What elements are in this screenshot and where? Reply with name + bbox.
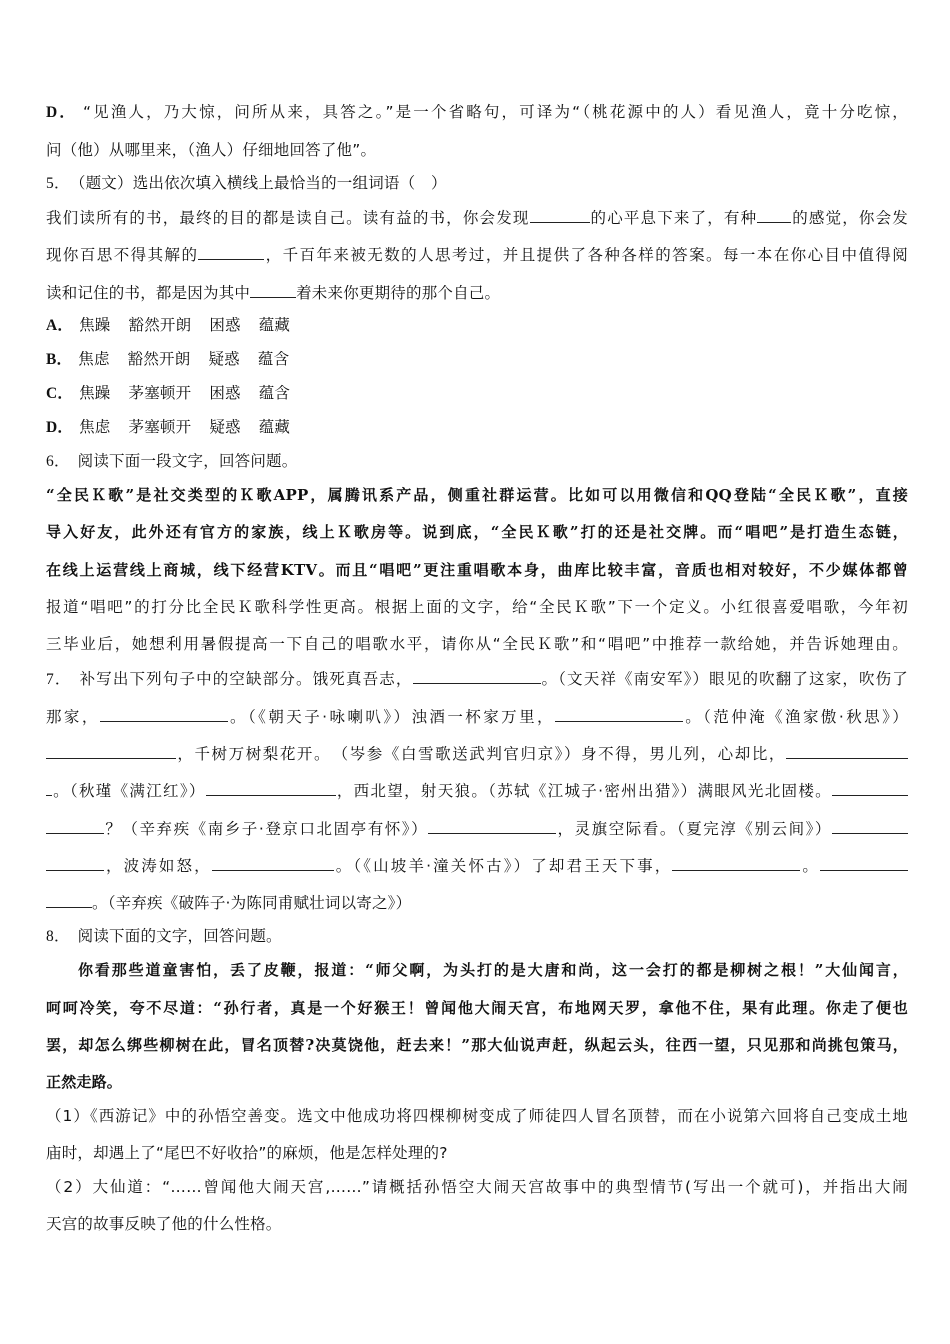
q6-stem bbox=[46, 451, 297, 472]
option-word: 豁然开朗 bbox=[127, 350, 191, 368]
question-number: 5． bbox=[46, 175, 70, 192]
passage-text: 着未来你更期待的那个自己。 bbox=[296, 284, 501, 302]
question-stem: 阅读下面一段文字，回答问题。 bbox=[77, 452, 298, 470]
question-text: 。（秋瑾《满江红》） bbox=[52, 782, 206, 800]
q6-passage-line5: 三毕业后，她想利用暑假提高一下自己的唱歌水平，请你从“全民Ｋ歌”和“唱吧”中推荐一款给她，并告诉她理由。 bbox=[46, 635, 908, 653]
option-word: 焦虑 bbox=[79, 418, 111, 436]
option-word: 蕴含 bbox=[257, 350, 290, 368]
passage-text: 现你百思不得其解的 bbox=[46, 246, 199, 264]
passage-text: ，千百年来被无数的人思考过，并且提供了各种各样的答案。每一本在你心目中值得阅 bbox=[264, 246, 908, 264]
fill-blank[interactable] bbox=[46, 892, 92, 908]
fill-blank[interactable] bbox=[786, 743, 908, 759]
question-text: ？（辛弃疾《南乡子·登京口北固亭有怀》） bbox=[104, 820, 429, 838]
fill-blank[interactable] bbox=[555, 706, 683, 722]
fill-blank[interactable] bbox=[206, 780, 336, 796]
fill-blank[interactable] bbox=[820, 855, 908, 871]
q8-subquestion-1-line2: 庙时，却遇上了“尾巴不好收拾”的麻烦，他是怎样处理的? bbox=[46, 1144, 448, 1162]
option-label: C． bbox=[46, 385, 74, 402]
q8-subquestion-1-line1 bbox=[46, 1106, 908, 1126]
question-text: ，灵旗空际看。（夏完淳《别云间》） bbox=[556, 820, 832, 838]
fill-blank-3[interactable] bbox=[198, 244, 264, 260]
fill-blank-1[interactable] bbox=[530, 207, 590, 223]
question-text: 。（范仲淹《渔家傲·秋思》） bbox=[682, 708, 908, 726]
option-word: 困惑 bbox=[209, 316, 241, 334]
option-word: 困惑 bbox=[209, 384, 241, 402]
fill-blank-2[interactable] bbox=[757, 207, 791, 223]
question-text: 。 bbox=[800, 857, 820, 875]
fill-blank[interactable] bbox=[832, 780, 908, 796]
question-stem: （题文）选出依次填入横线上最恰当的一组词语（ ） bbox=[77, 174, 447, 192]
fill-blank[interactable] bbox=[672, 855, 800, 871]
question-text: ，千树万树梨花开。 （岑参《白雪歌送武判官归京》）身不得，男儿列，心却比， bbox=[176, 745, 786, 763]
subquestion-label: （2） bbox=[46, 1178, 93, 1196]
option-word: 豁然开朗 bbox=[128, 316, 192, 334]
question-text: ，西北望，射天狼。（苏轼《江城子·密州出猎》）满眼风光北固楼。 bbox=[335, 782, 832, 800]
question-text: 。（文天祥《南安军》）眼见的吹翻了这家，吹伤了 bbox=[540, 670, 908, 688]
question-number: 7． bbox=[46, 671, 72, 688]
question-text: 补写出下列句子中的空缺部分。饿死真吾志， bbox=[79, 670, 413, 688]
q5-stem bbox=[46, 173, 447, 194]
q8-passage-line2: 呵呵冷笑，夸不尽道：“孙行者，真是一个好猴王！曾闻他大闹天宫，布地网天罗，拿他不住，果有此理。你走了便也 bbox=[46, 999, 908, 1017]
q7-line2 bbox=[46, 706, 908, 727]
question-number: 8． bbox=[46, 928, 70, 945]
option-word: 茅塞顿开 bbox=[128, 384, 192, 402]
q7-line4 bbox=[46, 780, 908, 801]
q5-passage-line2 bbox=[46, 244, 908, 265]
q7-line3 bbox=[46, 743, 908, 764]
question-text: 那家， bbox=[46, 708, 100, 726]
q5-option-a[interactable] bbox=[46, 315, 308, 336]
q5-option-d[interactable] bbox=[46, 417, 308, 438]
question-text: 。（《朝天子·咏喇叭》）浊酒一杯家万里， bbox=[227, 708, 555, 726]
option-word: 焦躁 bbox=[79, 384, 111, 402]
q8-passage-line1: 你看那些道童害怕，丢了皮鞭，报道：“师父啊，为头打的是大唐和尚，这一会打的都是柳树之根！”大仙闻言， bbox=[78, 961, 908, 979]
question-number: 6． bbox=[46, 453, 70, 470]
q8-stem bbox=[46, 926, 282, 947]
fill-blank-4[interactable] bbox=[250, 282, 296, 298]
q6-passage-line2: 导入好友，此外还有官方的家族，线上Ｋ歌房等。说到底，“全民Ｋ歌”打的还是社交牌。而“唱吧”是打造生态链， bbox=[46, 523, 908, 541]
q7-line5 bbox=[46, 818, 908, 839]
subquestion-text: 《西游记》中的孙悟空善变。选文中他成功将四棵柳树变成了师徒四人冒名顶替，而在小说第六回将自己变成土地 bbox=[89, 1107, 908, 1125]
passage-text: 的感觉，你会发 bbox=[791, 209, 908, 227]
option-word: 蕴含 bbox=[258, 384, 291, 402]
q5-option-b[interactable] bbox=[46, 349, 307, 370]
fill-blank[interactable] bbox=[100, 706, 228, 722]
question-text: 。（辛弃疾《破阵子·为陈同甫赋壮词以寄之》） bbox=[92, 894, 412, 912]
fill-blank[interactable] bbox=[46, 818, 104, 834]
passage-text: 的心平息下来了，有种 bbox=[589, 209, 758, 227]
q7-line6 bbox=[46, 855, 908, 876]
option-word: 蕴藏 bbox=[258, 418, 291, 436]
q8-passage-line4: 正然走路。 bbox=[46, 1073, 123, 1091]
option-word: 焦虑 bbox=[78, 350, 110, 368]
fill-blank[interactable] bbox=[46, 855, 104, 871]
option-label: A． bbox=[46, 317, 74, 334]
q8-subquestion-2-line2: 天宫的故事反映了他的什么性格。 bbox=[46, 1215, 282, 1233]
question-text: ，波涛如怒， bbox=[104, 857, 212, 875]
q4-option-d-line2: 问（他）从哪里来，（渔人）仔细地回答了他”。 bbox=[46, 141, 377, 159]
q7-line1 bbox=[46, 668, 908, 690]
q5-passage-line3 bbox=[46, 282, 500, 303]
passage-text: 读和记住的书，都是因为其中 bbox=[46, 284, 251, 302]
fill-blank[interactable] bbox=[832, 818, 908, 834]
q4-option-d-line1 bbox=[46, 102, 908, 123]
q5-passage-line1 bbox=[46, 207, 908, 228]
subquestion-text: 大仙道：“……曾闻他大闹天宫,……”请概括孙悟空大闹天宫故事中的典型情节(写出一个就可)，并指出大闹 bbox=[92, 1178, 908, 1196]
q8-subquestion-2-line1 bbox=[46, 1177, 908, 1197]
option-label: D． bbox=[46, 419, 74, 436]
option-text: “见渔人，乃大惊，问所从来，具答之。”是一个省略句，可译为“（桃花源中的人）看见渔人，竟十分吃惊， bbox=[83, 103, 908, 121]
q7-line7 bbox=[46, 892, 411, 913]
option-word: 蕴藏 bbox=[258, 316, 291, 334]
fill-blank[interactable] bbox=[428, 818, 556, 834]
option-word: 茅塞顿开 bbox=[128, 418, 192, 436]
option-label: B． bbox=[46, 351, 73, 368]
fill-blank[interactable] bbox=[46, 743, 176, 759]
option-word: 疑惑 bbox=[209, 418, 241, 436]
option-label: D． bbox=[46, 104, 77, 121]
q6-passage-line4: 报道“唱吧”的打分比全民Ｋ歌科学性更高。根据上面的文字，给“全民Ｋ歌”下一个定义。小红很喜爱唱歌，今年初 bbox=[46, 598, 908, 616]
question-stem: 阅读下面的文字，回答问题。 bbox=[77, 927, 282, 945]
option-word: 焦躁 bbox=[79, 316, 111, 334]
q5-option-c[interactable] bbox=[46, 383, 308, 404]
passage-text: 我们读所有的书，最终的目的都是读自己。读有益的书，你会发现 bbox=[46, 209, 530, 227]
q6-passage-line3: 在线上运营线上商城，线下经营KTV。而且“唱吧”更注重唱歌本身，曲库比较丰富，音质也相对较好，不少媒体都曾 bbox=[46, 561, 908, 579]
option-word: 疑惑 bbox=[208, 350, 240, 368]
fill-blank[interactable] bbox=[212, 855, 334, 871]
subquestion-label: （1） bbox=[46, 1107, 90, 1125]
question-text: 。（《山坡羊·潼关怀古》）了却君王天下事， bbox=[333, 857, 673, 875]
q8-passage-line3: 罢，却怎么绑些柳树在此，冒名顶替?决莫饶他，赶去来！”那大仙说声赶，纵起云头，往西一望，只见那和尚挑包策马， bbox=[46, 1036, 908, 1054]
q6-passage-line1: “全民Ｋ歌”是社交类型的Ｋ歌APP，属腾讯系产品，侧重社群运营。比如可以用微信和QQ登陆“全民Ｋ歌”，直接 bbox=[46, 486, 908, 504]
fill-blank[interactable] bbox=[413, 668, 541, 684]
